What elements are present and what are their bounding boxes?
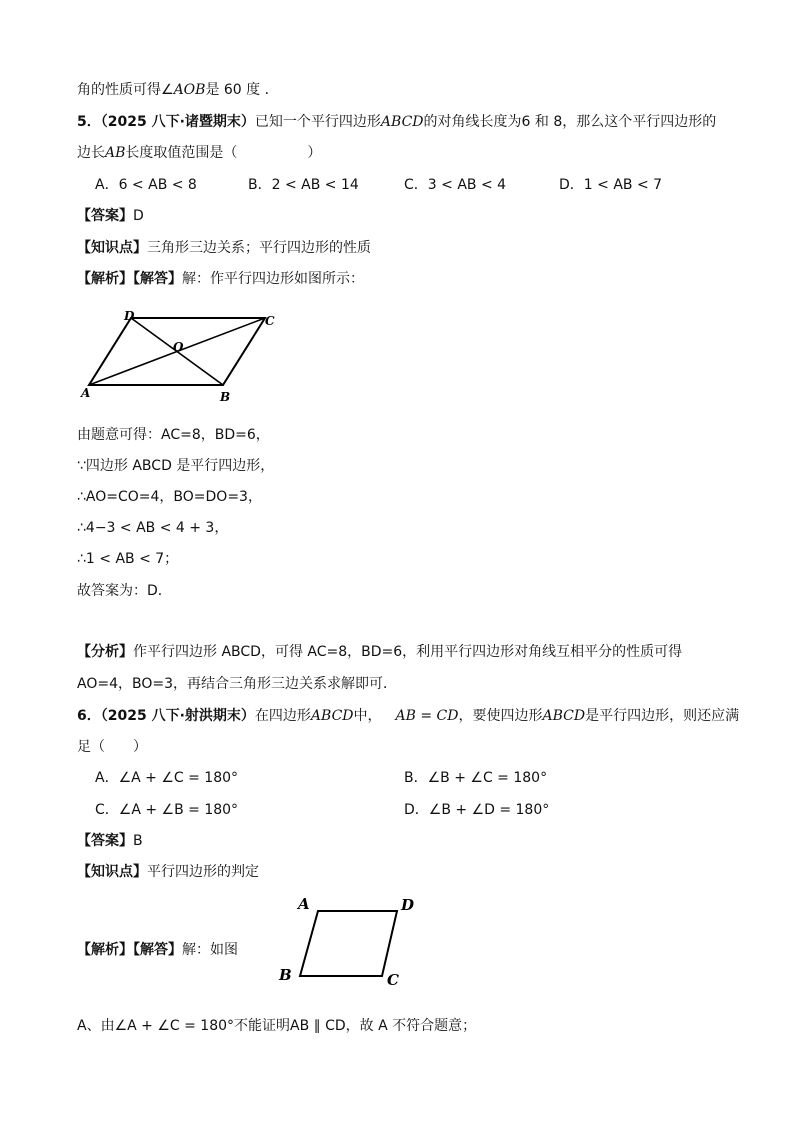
- analysis-intro: 解：如图: [182, 942, 238, 958]
- q5-option-c: C．3 < AB < 4: [404, 177, 507, 193]
- q5-step-3: ∴AO=CO=4，BO=DO=3，: [77, 489, 262, 505]
- answer-value: D: [133, 208, 144, 224]
- q5-fenxi-line2: AO=4，BO=3，再结合三角形三边关系求解即可．: [77, 676, 398, 692]
- label-a: A: [81, 386, 91, 400]
- q6-stem-line1: [77, 706, 739, 726]
- q6-option-d: D．∠B + ∠D = 180°: [404, 802, 550, 818]
- q5-var: ABCD: [380, 114, 424, 130]
- label-o: O: [173, 340, 184, 354]
- q6-condition: AB = CD: [395, 708, 459, 724]
- intro-line: [77, 80, 279, 100]
- knowledge-tag: 【知识点】: [77, 240, 147, 256]
- q6-stem-text: ，要使四边形: [458, 708, 543, 724]
- q6-source: （2025 八下·射洪期末）: [100, 708, 255, 724]
- analysis-intro: 解：作平行四边形如图所示：: [182, 271, 364, 287]
- analysis-tag: 【解析】【解答】: [77, 271, 182, 287]
- q5-step-4: ∴4−3 < AB < 4 + 3，: [77, 520, 229, 536]
- q6-number: 6．: [77, 708, 101, 724]
- q5-option-b: B．2 < AB < 14: [248, 177, 359, 193]
- q6-var: ABCD: [310, 708, 354, 724]
- knowledge-text: 三角形三边关系；平行四边形的性质: [147, 240, 371, 256]
- q5-source: （2025 八下·诸暨期末）: [100, 114, 255, 130]
- label-d: D: [401, 896, 415, 914]
- label-c: C: [265, 314, 275, 328]
- q5-stem-line1: [77, 112, 716, 132]
- q5-step-2: ∵四边形 ABCD 是平行四边形，: [77, 458, 275, 474]
- parallelogram-outline: [300, 911, 397, 976]
- q6-stem-text: 中，: [353, 708, 382, 724]
- answer-tag: 【答案】: [77, 208, 133, 224]
- answer-tag: 【答案】: [77, 833, 133, 849]
- label-c: C: [387, 971, 399, 989]
- q5-knowledge: [77, 238, 371, 258]
- intro-prefix: 角的性质可得∠: [77, 82, 174, 98]
- q5-stem-text: 的对角线长度为6 和 8，那么这个平行四边形的: [423, 114, 717, 130]
- q6-var: ABCD: [542, 708, 586, 724]
- q5-var: AB: [105, 145, 126, 161]
- q5-stem-text: 已知一个平行四边形: [254, 114, 381, 130]
- q5-option-d: D．1 < AB < 7: [559, 177, 663, 193]
- q5-step-6: 故答案为：D．: [77, 583, 172, 599]
- label-b: B: [279, 966, 292, 984]
- q6-stem-text: 是平行四边形，则还应满: [585, 708, 740, 724]
- q5-stem-line2: [77, 143, 321, 163]
- q5-fenxi-line1: [77, 642, 682, 662]
- q5-stem-text: 长度取值范围是（ ）: [125, 145, 322, 161]
- answer-value: B: [133, 833, 143, 849]
- label-d: D: [124, 309, 135, 323]
- q5-step-1: 由题意可得：AC=8，BD=6，: [77, 427, 270, 443]
- q6-last-line: A、由∠A + ∠C = 180°不能证明AB ∥ CD，故 A 不符合题意；: [77, 1018, 477, 1034]
- intro-suffix: 是 60 度 ．: [205, 82, 279, 98]
- analysis-tag: 【解析】【解答】: [77, 942, 182, 958]
- q5-step-5: ∴1 < AB < 7；: [77, 551, 179, 567]
- q6-option-a: A．∠A + ∠C = 180°: [95, 770, 239, 786]
- label-b: B: [220, 390, 231, 404]
- fenxi-text: 作平行四边形 ABCD，可得 AC=8，BD=6，利用平行四边形对角线互相平分的性质可得: [133, 644, 683, 660]
- fenxi-tag: 【分析】: [77, 644, 133, 660]
- q6-knowledge: [77, 862, 259, 882]
- knowledge-text: 平行四边形的判定: [147, 864, 259, 880]
- q6-parallelogram-figure: [275, 890, 425, 995]
- label-a: A: [298, 895, 310, 913]
- q5-option-a: A．6 < AB < 8: [95, 177, 197, 193]
- q6-answer: [77, 831, 143, 851]
- q5-analysis: [77, 269, 364, 289]
- q5-stem-text: 边长: [77, 145, 105, 161]
- q6-analysis: [77, 940, 238, 960]
- q5-parallelogram-figure: [75, 305, 290, 405]
- knowledge-tag: 【知识点】: [77, 864, 147, 880]
- q6-option-c: C．∠A + ∠B = 180°: [95, 802, 239, 818]
- intro-var: AOB: [173, 82, 206, 98]
- q5-answer: [77, 206, 144, 226]
- q6-option-b: B．∠B + ∠C = 180°: [404, 770, 548, 786]
- q6-stem-text: 在四边形: [254, 708, 311, 724]
- q6-stem-line2: 足（ ）: [77, 739, 147, 755]
- q5-number: 5．: [77, 114, 101, 130]
